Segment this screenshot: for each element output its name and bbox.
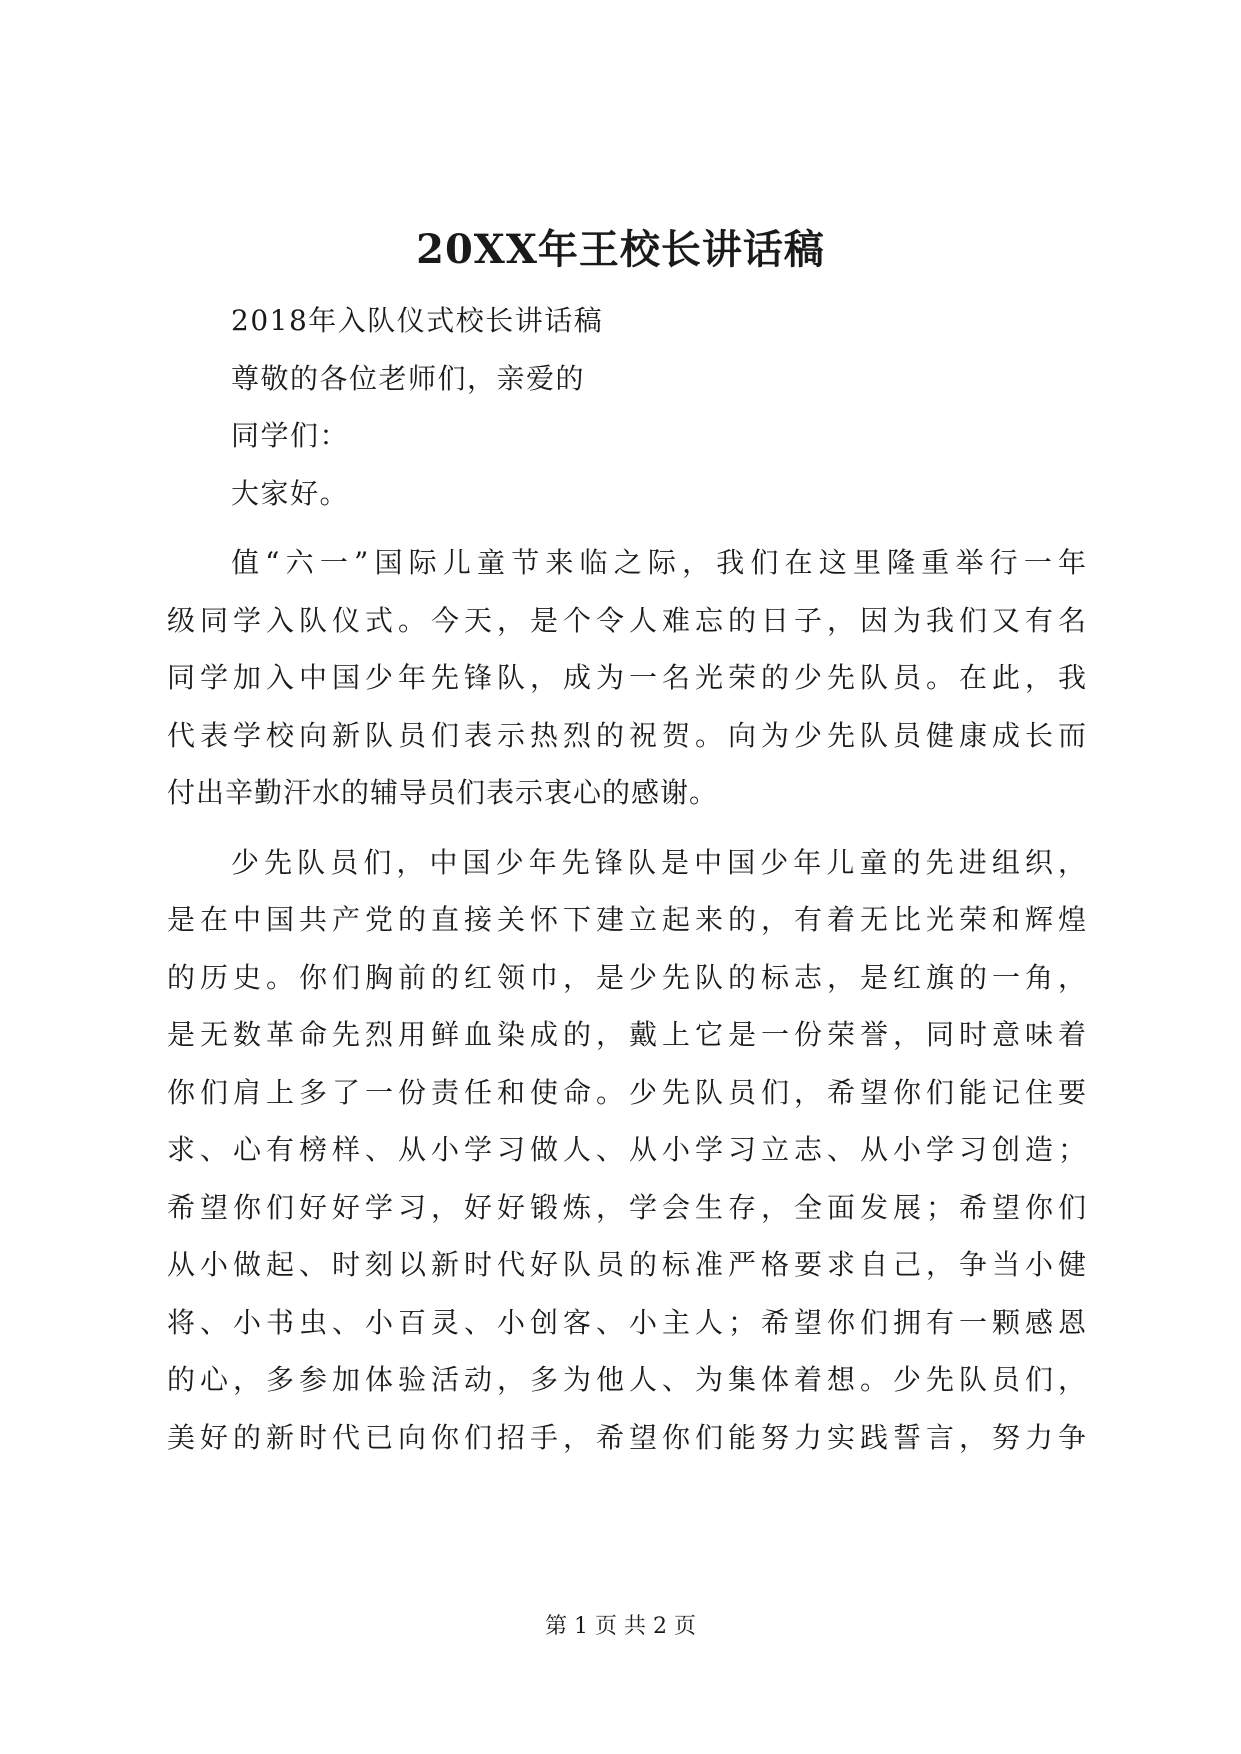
paragraph-line: 级同学入队仪式。今天，是个令人难忘的日子，因为我们又有名 (167, 603, 1087, 637)
paragraph-line: 从小做起、时刻以新时代好队员的标准严格要求自己，争当小健 (167, 1248, 1087, 1281)
paragraph-line: 付出辛勤汗水的辅导员们表示衷心的感谢。 (167, 776, 719, 809)
paragraph-line: 美好的新时代已向你们招手，希望你们能努力实践誓言，努力争 (167, 1420, 1087, 1454)
page-number-footer: 第 1 页 共 2 页 (545, 1614, 696, 1639)
document-body (167, 292, 1087, 1466)
greeting-line: 大家好。 (231, 476, 350, 510)
paragraph-spacer (167, 522, 1087, 534)
paragraph-line: 将、小书虫、小百灵、小创客、小主人；希望你们拥有一颗感恩 (167, 1305, 1087, 1339)
salutation-line: 同学们： (231, 419, 350, 452)
paragraph-line: 的心，多参加体验活动，多为他人、为集体着想。少先队员们， (167, 1363, 1087, 1396)
paragraph-spacer (167, 822, 1087, 834)
subtitle-line: 2018年入队仪式校长讲话稿 (231, 304, 604, 337)
paragraph-line: 代表学校向新队员们表示热烈的祝贺。向为少先队员健康成长而 (167, 718, 1087, 752)
paragraph-line: 是无数革命先烈用鲜血染成的，戴上它是一份荣誉，同时意味着 (167, 1018, 1087, 1051)
paragraph-line: 希望你们好好学习，好好锻炼，学会生存，全面发展；希望你们 (167, 1190, 1087, 1224)
paragraph-line: 的历史。你们胸前的红领巾，是少先队的标志，是红旗的一角， (167, 960, 1087, 994)
salutation-line: 尊敬的各位老师们，亲爱的 (231, 361, 586, 395)
paragraph-line: 你们肩上多了一份责任和使命。少先队员们，希望你们能记住要 (167, 1075, 1087, 1109)
paragraph-line: 值“六一”国际儿童节来临之际，我们在这里隆重举行一年 (231, 546, 1087, 579)
document-title: 20XX年王校长讲话稿 (416, 226, 825, 273)
paragraph-line: 是在中国共产党的直接关怀下建立起来的，有着无比光荣和辉煌 (167, 903, 1087, 936)
paragraph-line: 少先队员们，中国少年先锋队是中国少年儿童的先进组织， (231, 845, 1087, 879)
paragraph-line: 同学加入中国少年先锋队，成为一名光荣的少先队员。在此，我 (167, 661, 1087, 694)
paragraph-line: 求、心有榜样、从小学习做人、从小学习立志、从小学习创造； (167, 1133, 1087, 1166)
